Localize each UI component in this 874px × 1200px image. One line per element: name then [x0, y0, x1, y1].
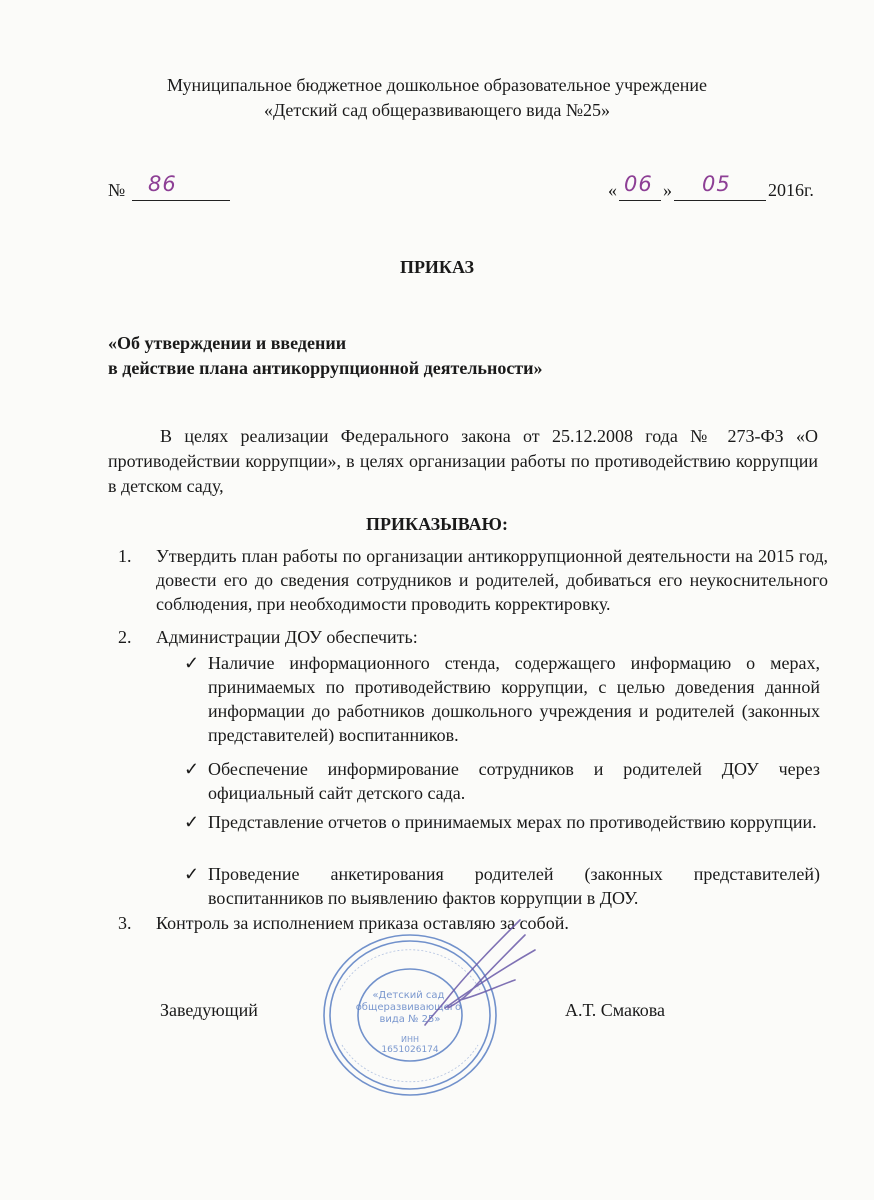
handwritten-signature	[400, 900, 560, 1040]
date-close-quote: »	[663, 180, 672, 200]
list-item-number: 3.	[118, 913, 132, 933]
checkmark-icon: ✓	[184, 812, 200, 832]
list-item-number: 1.	[118, 546, 132, 566]
checkmark-icon: ✓	[184, 653, 200, 673]
document-title: ПРИКАЗ	[399, 257, 475, 277]
sub-list-item-text: Обеспечение информирование сотрудников и родителей ДОУ через официальный сайт детского сада.	[208, 759, 820, 803]
list-item-text: Контроль за исполнением приказа оставляю за собой.	[156, 913, 569, 933]
sub-list-item	[184, 757, 820, 805]
checkmark-icon: ✓	[184, 759, 200, 779]
signatory-name: А.Т. Смакова	[565, 1000, 666, 1020]
sub-list-item	[184, 810, 820, 858]
date-year: 2016г.	[768, 180, 814, 200]
order-number-line	[132, 176, 230, 201]
signatory-position: Заведующий	[160, 1000, 258, 1020]
list-item-text: Администрации ДОУ обеспечить:	[156, 627, 418, 647]
intro-paragraph: В целях реализации Федерального закона от 25.12.2008 года № 273-ФЗ «О противодействии коррупции», в целях организации работы по противодействию коррупции в детском саду,	[108, 426, 818, 496]
checkmark-icon: ✓	[184, 864, 200, 884]
subject-line2: в действие плана антикоррупционной деятельности»	[108, 358, 543, 378]
sub-list-item	[184, 651, 820, 747]
subject-line1: «Об утверждении и введении	[108, 333, 347, 353]
organization-name-line2: «Детский сад общеразвивающего вида №25»	[263, 100, 611, 120]
date-day-handwritten: 06	[624, 172, 653, 196]
date-month-handwritten: 05	[702, 172, 731, 196]
order-number-handwritten: 86	[148, 172, 177, 196]
list-item	[118, 544, 828, 624]
organization-name-line1: Муниципальное бюджетное дошкольное образовательное учреждение	[167, 75, 707, 95]
date-open-quote: «	[608, 180, 617, 200]
order-number-date-row	[108, 172, 818, 208]
sub-list-item-text: Наличие информационного стенда, содержащего информацию о мерах, принимаемых по противодействию коррупции, с целью доведения данной информации до работников дошкольного учреждения и родителей (законных представителей) воспитанников.	[208, 653, 820, 745]
list-item-number: 2.	[118, 627, 132, 647]
list-item-text: Утвердить план работы по организации антикоррупционной деятельности на 2015 год, довести его до сведения сотрудников и родителей, добиваться его неукоснительного соблюдения, при необходимости проводить корректировку.	[156, 546, 828, 614]
stamp-center-text: «Детский сад общеразвивающего вида № 25»	[355, 990, 462, 1025]
order-heading: ПРИКАЗЫВАЮ:	[366, 514, 508, 534]
stamp-inn-label: ИНН	[400, 1035, 420, 1044]
sub-list-item-text: Представление отчетов о принимаемых мерах по противодействию коррупции.	[208, 812, 817, 832]
list-item	[118, 625, 828, 651]
sub-list-item-text: Проведение анкетирования родителей (законных представителей) воспитанников по выявлению фактов коррупции в ДОУ.	[208, 864, 820, 908]
stamp-inn-value: 1651026174	[381, 1045, 439, 1055]
order-number-label: №	[108, 180, 126, 200]
